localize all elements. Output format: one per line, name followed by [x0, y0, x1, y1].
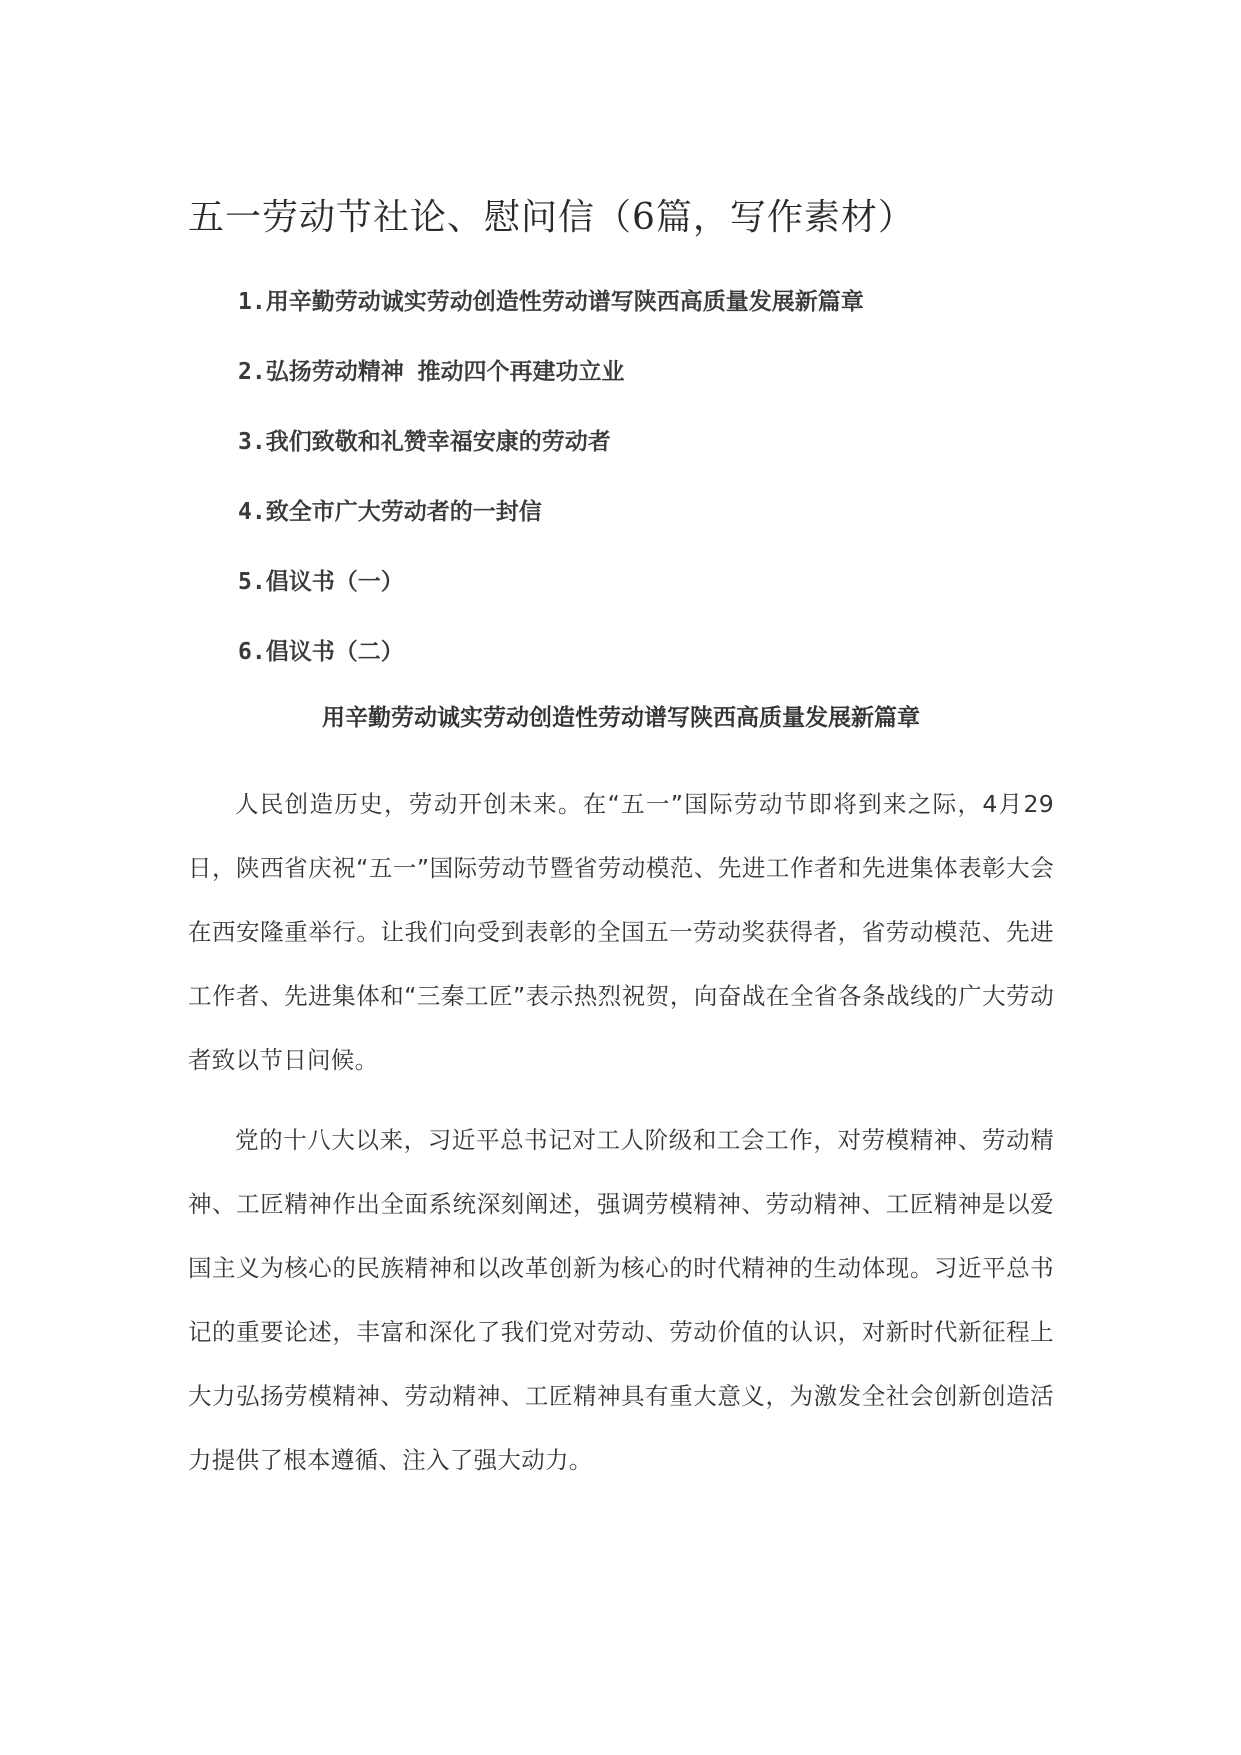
- toc-item: 6.倡议书（二）: [238, 639, 404, 665]
- toc-item: 4.致全市广大劳动者的一封信: [238, 499, 542, 525]
- body-paragraph: 人民创造历史，劳动开创未来。在“五一”国际劳动节即将到来之际，4月29日，陕西省庆祝“五一”国际劳动节暨省劳动模范、先进工作者和先进集体表彰大会在西安隆重举行。让我们向受到表彰的全国五一劳动奖获得者，省劳动模范、先进工作者、先进集体和“三秦工匠”表示热烈祝贺，向奋战在全省各条战线的广大劳动者致以节日问候。: [188, 790, 1054, 1074]
- section-heading: 用辛勤劳动诚实劳动创造性劳动谱写陕西高质量发展新篇章: [322, 705, 920, 731]
- document-title: 五一劳动节社论、慰问信（6篇，写作素材）: [188, 197, 915, 238]
- table-of-contents: [238, 282, 1138, 702]
- toc-item: 2.弘扬劳动精神 推动四个再建功立业: [238, 359, 625, 385]
- toc-item: 5.倡议书（一）: [238, 569, 404, 595]
- body-paragraph: 党的十八大以来，习近平总书记对工人阶级和工会工作，对劳模精神、劳动精神、工匠精神作出全面系统深刻阐述，强调劳模精神、劳动精神、工匠精神是以爱国主义为核心的民族精神和以改革创新为核心的时代精神的生动体现。习近平总书记的重要论述，丰富和深化了我们党对劳动、劳动价值的认识，对新时代新征程上大力弘扬劳模精神、劳动精神、工匠精神具有重大意义，为激发全社会创新创造活力提供了根本遵循、注入了强大动力。: [188, 1126, 1054, 1474]
- toc-item: 1.用辛勤劳动诚实劳动创造性劳动谱写陕西高质量发展新篇章: [238, 289, 864, 315]
- toc-item: 3.我们致敬和礼赞幸福安康的劳动者: [238, 429, 611, 455]
